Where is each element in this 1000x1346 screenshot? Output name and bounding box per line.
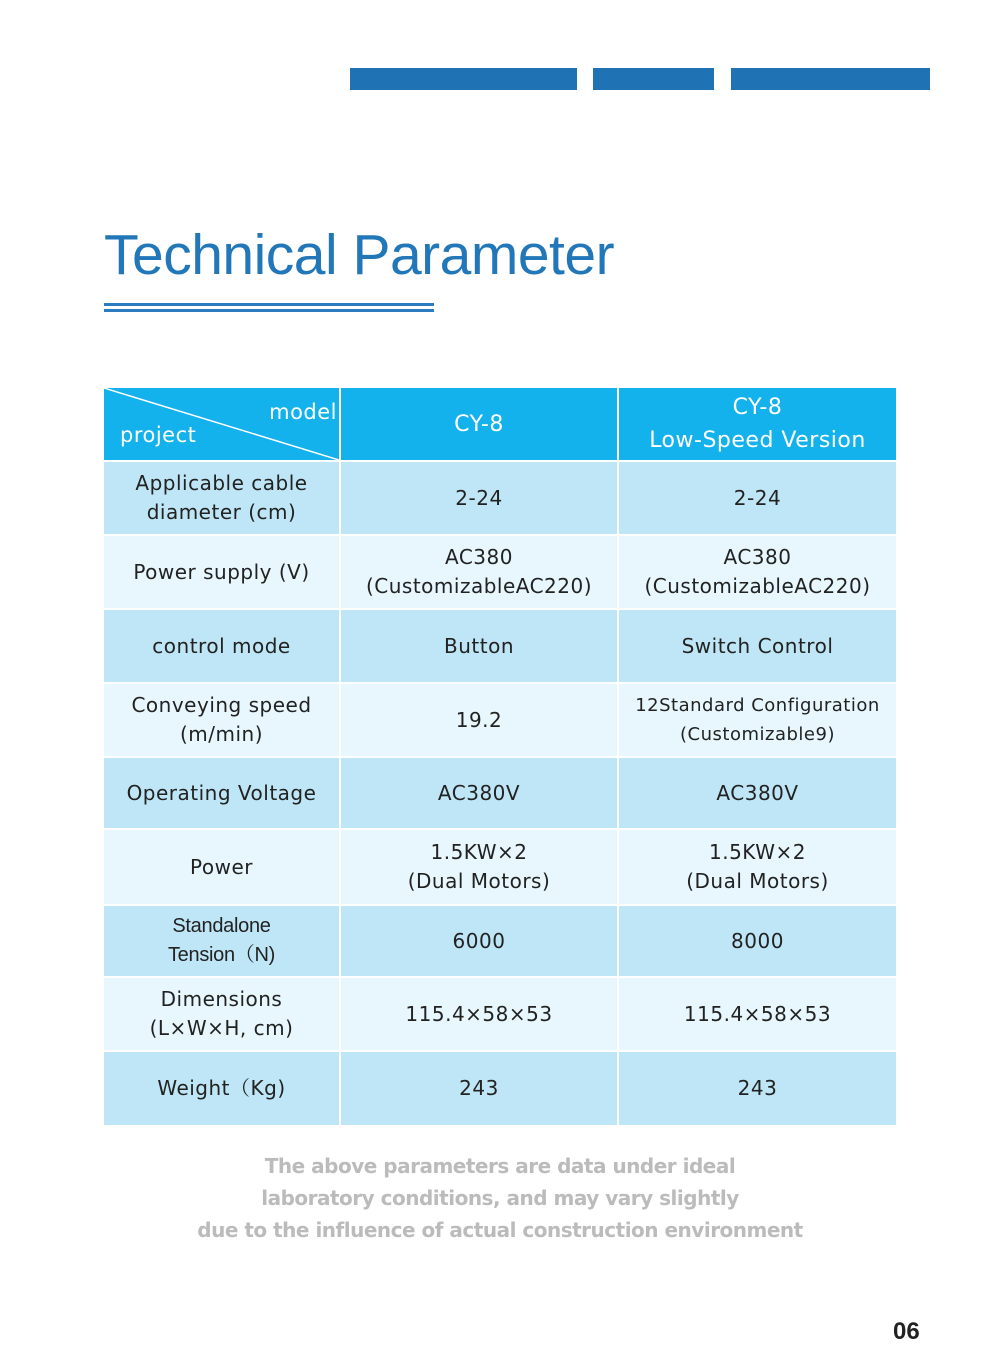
column-header-cy8-low-speed [618, 388, 896, 461]
parameter-table [104, 388, 896, 1125]
cell-value [340, 1051, 618, 1125]
row-label [104, 977, 340, 1051]
header-bar-3 [731, 68, 930, 90]
cell-value-text: 115.4×58×53 [683, 1001, 832, 1026]
row-label-text: Power [190, 854, 253, 879]
cell-value [340, 609, 618, 683]
cell-value-text: 2-24 [733, 485, 782, 510]
cell-value [340, 829, 618, 905]
cell-value [618, 609, 896, 683]
cell-value [618, 757, 896, 829]
table-row [104, 757, 896, 829]
page-number: 06 [893, 1318, 920, 1345]
cell-value [340, 683, 618, 757]
cell-value-text: 243 [459, 1076, 499, 1100]
cell-value-text: 8000 [731, 928, 784, 953]
cell-value-text: 1.5KW×2 (Dual Motors) [407, 840, 551, 893]
row-label-text: Conveying speed (m/min) [131, 693, 312, 746]
row-label-text: Weight（Kg) [157, 1076, 286, 1100]
cell-value [340, 535, 618, 609]
row-label-text: control mode [152, 633, 291, 658]
header-bar-1 [350, 68, 577, 90]
cell-value-text: 12Standard Configuration (Customizable9) [635, 695, 880, 745]
cell-value-text: Switch Control [681, 633, 834, 658]
title-underline-2 [104, 309, 434, 312]
title-underline [104, 303, 434, 306]
column-header-cy8 [340, 388, 618, 461]
cell-value [340, 461, 618, 535]
table-row [104, 609, 896, 683]
cell-value-text: AC380V [437, 780, 521, 805]
cell-value-text: 1.5KW×2 (Dual Motors) [686, 840, 829, 893]
row-label-text: Dimensions (L×W×H, cm) [149, 987, 294, 1040]
row-label [104, 1051, 340, 1125]
cell-value [340, 757, 618, 829]
cell-value [618, 977, 896, 1051]
page-title: Technical Parameter [104, 223, 615, 287]
cell-value [618, 535, 896, 609]
cell-value-text: AC380 (CustomizableAC220) [644, 545, 871, 598]
table-row [104, 461, 896, 535]
cell-value [618, 683, 896, 757]
corner-project-label: project [120, 423, 197, 447]
row-label [104, 905, 340, 977]
table-row [104, 977, 896, 1051]
column-header-label: CY-8 Low-Speed Version [649, 395, 866, 453]
cell-value [618, 461, 896, 535]
row-label [104, 461, 340, 535]
cell-value [618, 1051, 896, 1125]
cell-value-text: 2-24 [455, 485, 503, 510]
cell-value-text: 243 [737, 1076, 778, 1100]
cell-value [618, 829, 896, 905]
row-label [104, 757, 340, 829]
table-row [104, 905, 896, 977]
column-header-label: CY-8 [454, 411, 504, 437]
table-row [104, 683, 896, 757]
cell-value-text: 19.2 [455, 707, 503, 732]
cell-value-text: Button [444, 633, 514, 658]
row-label [104, 683, 340, 757]
row-label-text: Applicable cable diameter (cm) [135, 471, 308, 524]
row-label [104, 829, 340, 905]
row-label [104, 609, 340, 683]
table-row [104, 535, 896, 609]
disclaimer-note: The above parameters are data under ideal laboratory conditions, and may vary slightly due to the influence of actual construction environment [197, 1154, 803, 1242]
cell-value [618, 905, 896, 977]
table-header-row [104, 388, 896, 461]
corner-cell [104, 388, 340, 461]
row-label-text: Power supply (V) [133, 559, 310, 584]
table-row [104, 829, 896, 905]
row-label-text: Operating Voltage [126, 780, 317, 805]
corner-model-label: model [269, 400, 337, 424]
cell-value [340, 905, 618, 977]
cell-value-text: 6000 [452, 928, 506, 953]
cell-value-text: 115.4×58×53 [405, 1001, 553, 1026]
row-label [104, 535, 340, 609]
row-label-text: Standalone Tension（N) [167, 915, 276, 966]
cell-value [340, 977, 618, 1051]
cell-value-text: AC380 (CustomizableAC220) [365, 545, 593, 598]
table-row [104, 1051, 896, 1125]
header-bar-2 [593, 68, 714, 90]
cell-value-text: AC380V [716, 780, 799, 805]
